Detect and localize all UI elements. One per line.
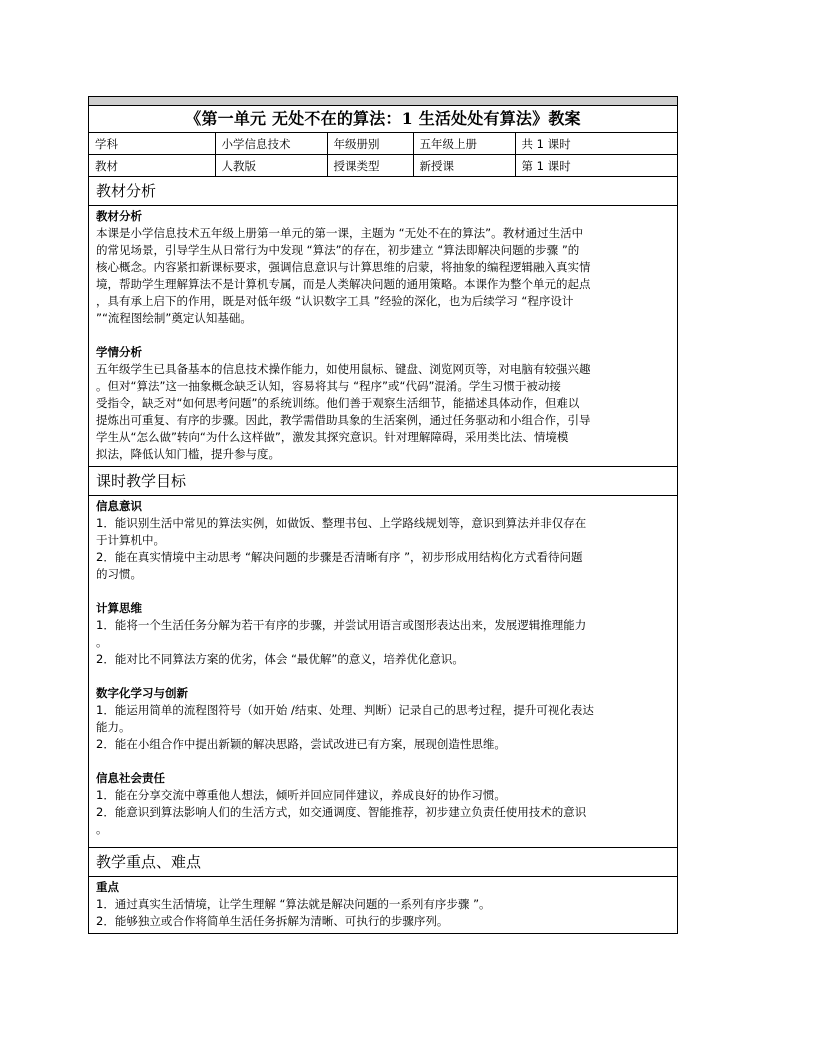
subheading: 数字化学习与创新 <box>96 686 188 700</box>
info-cell: 共 1 课时 <box>515 133 677 155</box>
section-heading: 课时教学目标 <box>89 467 677 496</box>
subheading: 教材分析 <box>96 209 142 223</box>
subheading: 重点 <box>96 880 119 894</box>
text-line: 拟法，降低认知门槛，提升参与度。 <box>96 447 280 461</box>
info-cell: 五年级上册 <box>413 133 515 155</box>
text-line: 提炼出可重复、有序的步骤。因此，教学需借助具象的生活案例，通过任务驱动和小组合作，引导 <box>96 413 591 427</box>
subheading: 信息社会责任 <box>96 771 165 785</box>
text-line: 2．能在小组合作中提出新颖的解决思路，尝试改进已有方案，展现创造性思维。 <box>96 737 506 751</box>
info-table <box>89 133 677 177</box>
text-line: 2．能意识到算法影响人们的生活方式，如交通调度、智能推荐，初步建立负责任使用技术的意识 <box>96 805 587 819</box>
text-line: 2．能够独立或合作将简单生活任务拆解为清晰、可执行的步骤序列。 <box>96 914 449 928</box>
text-line: 的习惯。 <box>96 567 142 581</box>
text-line: 受指令，缺乏对“如何思考问题”的系统训练。他们善于观察生活细节，能描述具体动作，但难以 <box>96 396 580 410</box>
info-row <box>89 133 677 155</box>
info-cell: 授课类型 <box>327 155 413 177</box>
info-cell: 人教版 <box>215 155 327 177</box>
text-line: 1．通过真实生活情境，让学生理解 “算法就是解决问题的一系列有序步骤 ”。 <box>96 897 491 911</box>
subheading: 学情分析 <box>96 345 142 359</box>
text-line: 境，帮助学生理解算法不是计算机专属，而是人类解决问题的通用策略。本课作为整个单元的起点 <box>96 277 591 291</box>
text-line: 学生从“怎么做”转向“为什么这样做”，激发其探究意识。针对理解障碍，采用类比法、情境模 <box>96 430 569 444</box>
text-line: 1．能在分享交流中尊重他人想法，倾听并回应同伴建议，养成良好的协作习惯。 <box>96 788 506 802</box>
text-line: 的常见场景，引导学生从日常行为中发现 “算法”的存在，初步建立 “算法即解决问题的步骤 ”的 <box>96 243 580 257</box>
text-line: 。但对“算法”这一抽象概念缺乏认知，容易将其与 “程序”或“代码”混淆。学生习惯于被动接 <box>96 379 561 393</box>
text-line: 。 <box>96 822 108 836</box>
section-heading: 教学重点、难点 <box>89 848 677 877</box>
text-line: 2．能对比不同算法方案的优劣，体会 “最优解”的意义，培养优化意识。 <box>96 652 464 666</box>
section-body <box>89 496 677 847</box>
info-cell: 学科 <box>89 133 215 155</box>
info-cell: 第 1 课时 <box>515 155 677 177</box>
text-line: 1．能识别生活中常见的算法实例，如做饭、整理书包、上学路线规划等，意识到算法并非仅存在 <box>96 516 587 530</box>
subheading: 信息意识 <box>96 499 142 513</box>
subheading: 计算思维 <box>96 601 142 615</box>
info-cell: 小学信息技术 <box>215 133 327 155</box>
text-line: 核心概念。内容紧扣新课标要求，强调信息意识与计算思维的启蒙，将抽象的编程逻辑融入真实情 <box>96 260 591 274</box>
section-teaching-goals <box>89 467 677 848</box>
text-line: 1．能运用简单的流程图符号（如开始 /结束、处理、判断）记录自己的思考过程，提升可视化表达 <box>96 703 594 717</box>
section-body <box>89 206 677 466</box>
info-cell: 年级册别 <box>327 133 413 155</box>
text-line: 1．能将一个生活任务分解为若干有序的步骤，并尝试用语言或图形表达出来，发展逻辑推理能力 <box>96 618 587 632</box>
section-textbook-analysis <box>89 177 677 467</box>
section-body <box>89 877 677 933</box>
info-cell: 教材 <box>89 155 215 177</box>
text-line: ”“流程图绘制”奠定认知基础。 <box>96 311 252 325</box>
text-line: 。 <box>96 635 108 649</box>
text-line: 五年级学生已具备基本的信息技术操作能力，如使用鼠标、键盘、浏览网页等，对电脑有较强兴趣 <box>96 362 591 376</box>
section-heading: 教材分析 <box>89 177 677 206</box>
text-line: ，具有承上启下的作用，既是对低年级 “认识数字工具 ”经验的深化，也为后续学习 “程序设计 <box>96 294 574 308</box>
text-line: 于计算机中。 <box>96 533 165 547</box>
text-line: 能力。 <box>96 720 131 734</box>
document-title: 《第一单元 无处不在的算法：1 生活处处有算法》教案 <box>89 106 677 133</box>
info-cell: 新授课 <box>413 155 515 177</box>
section-key-points <box>89 848 677 933</box>
info-row <box>89 155 677 177</box>
lesson-plan-sheet <box>88 96 678 934</box>
text-line: 2．能在真实情境中主动思考 “解决问题的步骤是否清晰有序 ”，初步形成用结构化方式看待问题 <box>96 550 583 564</box>
header-bar <box>89 97 677 106</box>
text-line: 本课是小学信息技术五年级上册第一单元的第一课，主题为 “无处不在的算法”。教材通过生活中 <box>96 226 584 240</box>
